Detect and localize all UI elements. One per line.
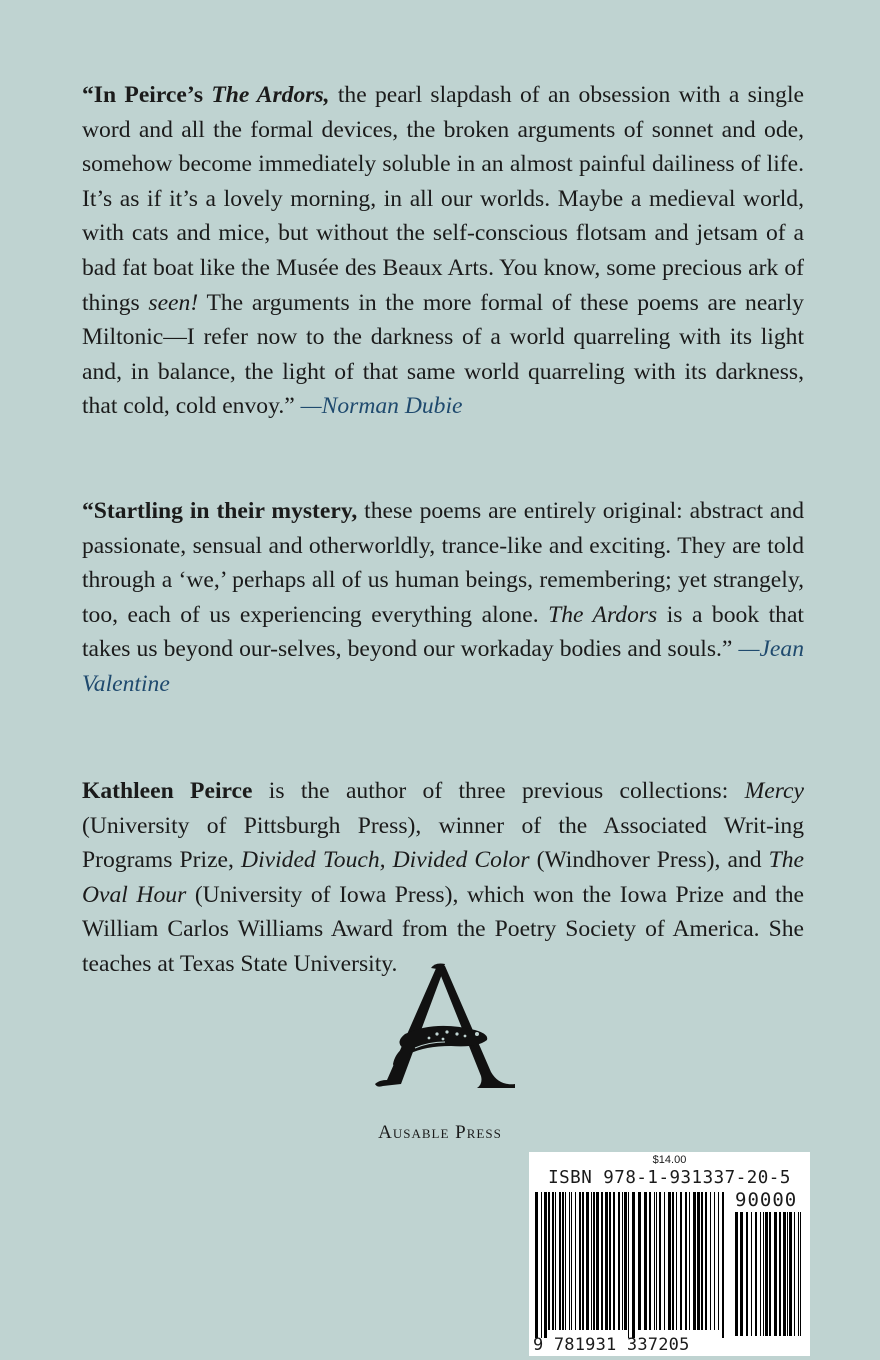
ean-barcode-bars <box>535 1192 725 1338</box>
barcode-bar <box>624 1192 627 1330</box>
blurb-body-cont: The arguments in the more formal of these poems are nearly Miltonic—I refer now to the darkness of a world quarreling with its light and, in balance, the light of that same world quarreling with its darkness, that cold, cold envoy.” <box>82 289 804 420</box>
barcode-bar <box>622 1192 623 1330</box>
barcode-bar <box>586 1192 589 1330</box>
barcode-bar <box>591 1192 592 1330</box>
barcode-bar <box>654 1192 655 1330</box>
blurb-norman-dubie <box>82 78 804 424</box>
bio-text: (University of Pittsburgh Press), winner of the Associated Writ-ing Programs Prize, <box>82 812 804 874</box>
barcode-bar <box>676 1192 677 1330</box>
barcode-bar <box>705 1192 707 1330</box>
barcode-bar <box>638 1192 641 1330</box>
isbn-barcode <box>529 1152 810 1356</box>
bio-text: is the author of three previous collections: <box>252 778 745 804</box>
barcode-bar <box>579 1192 581 1330</box>
barcode-bar <box>680 1192 682 1330</box>
price-addon-code: 90000 <box>735 1189 798 1211</box>
barcode-bar <box>555 1192 556 1330</box>
barcode-bar <box>701 1192 703 1330</box>
barcode-bar <box>569 1192 570 1330</box>
blurb-body: the pearl slapdash of an obsession with a single word and all the formal devices, the broken arguments of sonnet and ode, somehow become immediately soluble in an almost painful dailiness of life. It’s as if it’s a lovely morning, in all our worlds. Maybe a medieval world, with cats and mice, but without the self-conscious flotsam and jetsam of a bad fat boat like the Musée des Beaux Arts. You know, some precious ark of things <box>82 82 804 316</box>
barcode-bar <box>644 1192 647 1330</box>
barcode-bar <box>605 1192 608 1330</box>
blurb-lead: “Startling in their mystery, <box>82 498 358 524</box>
barcode-bar <box>755 1212 757 1336</box>
barcode-bar <box>800 1212 801 1336</box>
barcode-bar <box>740 1212 743 1336</box>
barcode-bar <box>718 1192 719 1330</box>
book-title-mercy: Mercy <box>744 778 804 804</box>
barcode-bar <box>689 1192 690 1330</box>
barcode-bar <box>552 1192 554 1330</box>
barcode-bar <box>593 1192 595 1330</box>
barcode-bar <box>787 1212 788 1336</box>
bio-text: (University of Iowa Press), which won the Iowa Prize and the William Carlos Williams Award from the Poetry Society of America. She teaches at Texas State University. <box>82 881 804 977</box>
barcode-bar <box>779 1212 781 1336</box>
barcode-bar <box>794 1212 795 1336</box>
barcode-bar <box>609 1192 611 1330</box>
barcode-bar <box>769 1212 771 1336</box>
barcode-bar <box>664 1192 665 1330</box>
barcode-bar <box>659 1192 661 1330</box>
barcode-bar <box>618 1192 620 1330</box>
blurb-attribution: —Norman Dubie <box>300 393 463 420</box>
barcode-bar <box>562 1192 564 1330</box>
barcode-bar <box>571 1192 572 1330</box>
barcode-bar <box>765 1212 768 1336</box>
barcode-bar <box>685 1192 687 1330</box>
blurb-jean-valentine <box>82 494 804 702</box>
blurb-lead: “In Peirce’s The Ardors, <box>82 82 330 108</box>
blurb-attribution: —Jean Valentine <box>82 636 804 697</box>
price-label: $14.00 <box>652 1154 687 1166</box>
barcode-bar <box>746 1212 748 1336</box>
barcode-bar <box>565 1192 566 1330</box>
barcode-bar <box>783 1212 786 1336</box>
barcode-bar <box>544 1192 547 1338</box>
barcode-bar <box>789 1212 792 1336</box>
barcode-bar <box>760 1212 761 1336</box>
barcode-bar <box>668 1192 671 1330</box>
barcode-bar <box>601 1192 603 1330</box>
barcode-bar <box>632 1192 635 1338</box>
barcode-bar <box>541 1192 542 1338</box>
author-name: Kathleen Peirce <box>82 778 253 804</box>
barcode-bar <box>575 1192 576 1330</box>
barcode-bar <box>535 1192 538 1338</box>
blurb-emphasis: seen! <box>148 289 199 316</box>
book-title: The Ardors <box>548 601 658 628</box>
bio-text: (Windhover Press), and <box>529 847 769 874</box>
publisher-name: Ausable Press <box>378 1122 502 1143</box>
book-title-oval-hour: The Oval Hour <box>82 847 805 908</box>
barcode-digits: 9 781931 337205 <box>533 1335 690 1355</box>
barcode-bar <box>649 1192 651 1330</box>
barcode-bar <box>714 1192 715 1330</box>
barcode-bar <box>774 1212 777 1336</box>
barcode-bar <box>628 1192 629 1338</box>
barcode-bar <box>559 1192 561 1330</box>
isbn-label: ISBN 978-1-931337-20-5 <box>548 1168 791 1188</box>
barcode-bar <box>582 1192 584 1330</box>
barcode-bar <box>697 1192 700 1330</box>
book-title-divided-touch: Divided Touch, Divided Color <box>241 847 530 874</box>
blurb-body: these poems are entirely original: abstract and passionate, sensual and otherworldly, trance-like and exciting. They are told through a ‘we,’ perhaps all of us human beings, remembering; yet strangely, too, each of us experiencing everything alone. <box>82 498 804 628</box>
barcode-bar <box>548 1192 550 1330</box>
barcode-bar <box>656 1192 657 1330</box>
barcode-bar <box>672 1192 674 1330</box>
barcode-bar <box>735 1212 738 1336</box>
blurb-body-cont: is a book that takes us beyond our-selves, beyond our workaday bodies and souls.” <box>82 601 804 663</box>
barcode-bar <box>596 1192 599 1330</box>
letter-a-with-trout-icon <box>365 962 525 1092</box>
barcode-bar <box>751 1212 752 1336</box>
barcode-bar <box>613 1192 615 1330</box>
addon-barcode-bars <box>735 1212 805 1336</box>
barcode-bar <box>798 1212 799 1336</box>
barcode-bar <box>722 1192 724 1338</box>
barcode-bar <box>693 1192 696 1330</box>
barcode-bar <box>710 1192 711 1330</box>
barcode-bar <box>763 1212 764 1336</box>
author-bio <box>82 774 804 982</box>
